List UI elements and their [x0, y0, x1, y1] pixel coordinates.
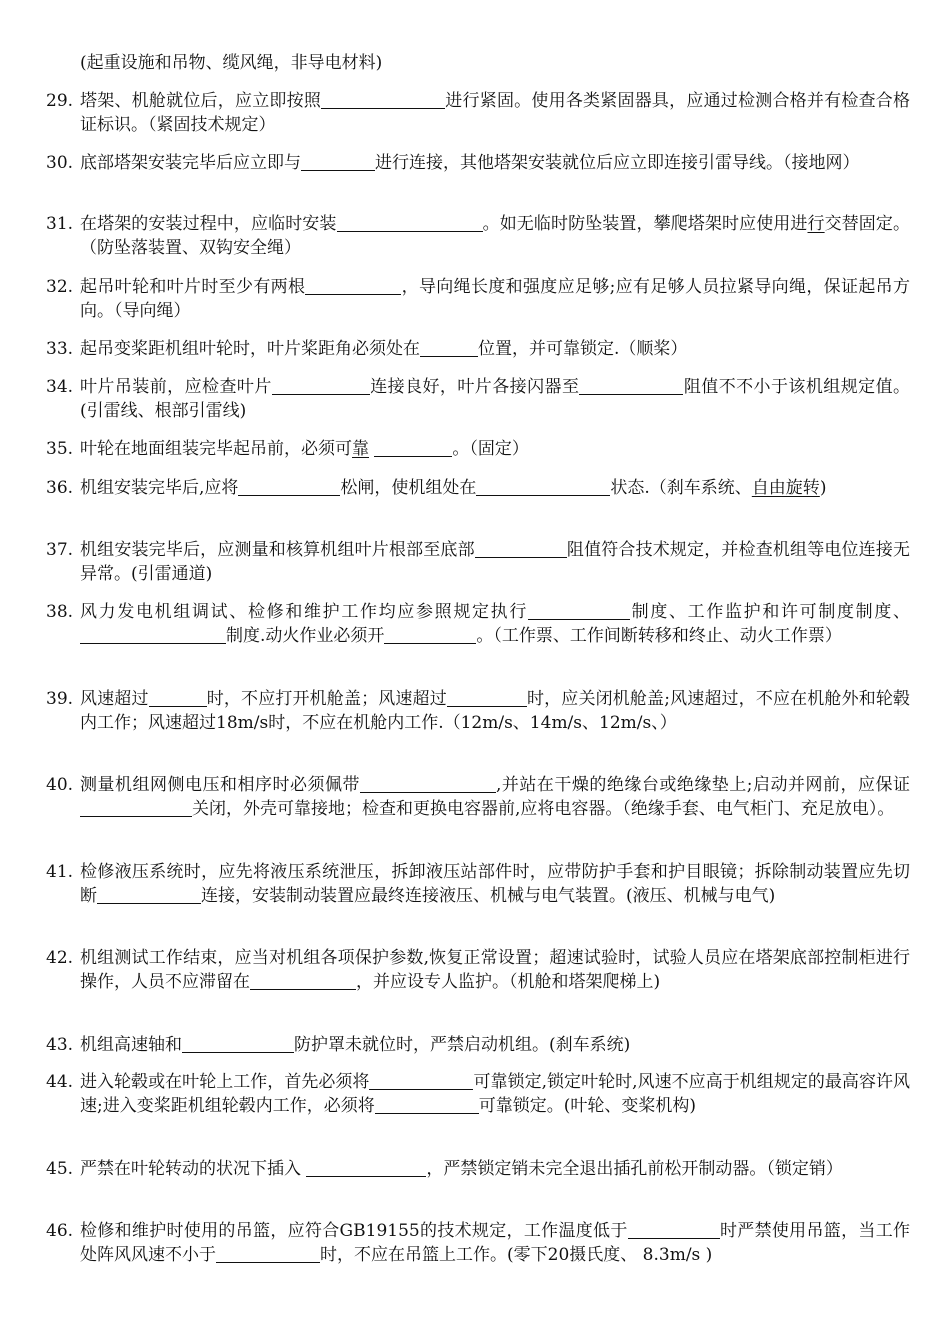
question-29: [46, 89, 910, 137]
question-31: [46, 212, 910, 260]
question-33: [46, 337, 910, 361]
question-text: 叶片吊装前，应检查叶片 连接良好，叶片各接闪器至 阻值不不小于该机组规定值。(引雷线、根部引雷线): [80, 377, 911, 421]
question-text: 叶轮在地面组装完毕起吊前，必须可靠 。（固定）: [80, 439, 529, 459]
answer-blank: [238, 477, 340, 496]
answer-blank: [182, 1034, 294, 1053]
question-text: 风速超过 时，不应打开机舱盖；风速超过 时，应关闭机舱盖;风速超过，不应在机舱外和轮毂内工作；风速超过18m/s时，不应在机舱内工作.（12m/s、14m/s、12m/s、）: [80, 689, 911, 733]
question-46: [46, 1219, 910, 1267]
question-text: 在塔架的安装过程中，应临时安装 。如无临时防坠装置，攀爬塔架时应使用进行交替固定。（防坠落装置、双钩安全绳）: [80, 214, 911, 258]
answer-blank: [375, 1095, 479, 1114]
answer-blank: [528, 601, 630, 620]
question-35: [46, 437, 910, 461]
question-text: 测量机组网侧电压和相序时必须佩带 ,并站在干燥的绝缘台或绝缘垫上;启动并网前，应保证关闭，外壳可靠接地；检查和更换电容器前,应将电容器。（绝缘手套、电气柜门、充足放电）。: [80, 775, 910, 819]
question-45: [46, 1157, 910, 1181]
question-text: 塔架、机舱就位后，应立即按照 进行紧固。使用各类紧固器具，应通过检测合格并有检查合格证标识。（紧固技术规定）: [80, 91, 911, 135]
answer-blank: [149, 688, 207, 707]
question-number: 46.: [46, 1221, 74, 1241]
answer-blank: [374, 438, 452, 457]
answer-blank: [305, 276, 401, 295]
answer-blank: [97, 885, 201, 904]
question-37: [46, 538, 910, 586]
question-number: 37.: [46, 540, 74, 560]
question-number: 39.: [46, 689, 74, 709]
question-text: 机组安装完毕后,应将 松闸，使机组处在 状态.（刹车系统、自由旋转): [80, 478, 827, 498]
answer-blank: [80, 798, 192, 817]
question-39: [46, 687, 910, 735]
question-number: 43.: [46, 1035, 74, 1055]
question-number: 29.: [46, 91, 74, 111]
question-30: [46, 151, 910, 175]
question-number: 38.: [46, 602, 74, 622]
answer-blank: [384, 625, 476, 644]
question-36: [46, 476, 910, 500]
answer-blank: [447, 688, 527, 707]
question-text: 风力发电机组调试、检修和维护工作均应参照规定执行 制度、工作监护和许可制度制度、制度.动火作业必须开 。（工作票、工作间断转移和终止、动火工作票）: [80, 602, 910, 646]
question-number: 44.: [46, 1072, 74, 1092]
question-text: 机组高速轴和 防护罩未就位时，严禁启动机组。(刹车系统): [80, 1035, 631, 1055]
answer-blank: [360, 774, 496, 793]
question-text: 底部塔架安装完毕后应立即与 进行连接，其他塔架安装就位后应立即连接引雷导线。（接地网）: [80, 153, 860, 173]
question-38: [46, 600, 910, 648]
answer-blank: [628, 1220, 720, 1239]
answer-blank: [80, 625, 226, 644]
answer-blank: [250, 971, 356, 990]
question-34: [46, 375, 910, 423]
question-number: 40.: [46, 775, 74, 795]
question-number: 35.: [46, 439, 74, 459]
question-number: 33.: [46, 339, 74, 359]
question-text: 起吊变桨距机组叶轮时，叶片桨距角必须处在 位置，并可靠锁定.（顺桨）: [80, 339, 688, 359]
answer-blank: [306, 1158, 426, 1177]
question-text: 进入轮毂或在叶轮上工作，首先必须将 可靠锁定,锁定叶轮时,风速不应高于机组规定的最高容许风速;进入变桨距机组轮毂内工作，必须将 可靠锁定。(叶轮、变桨机构): [80, 1072, 911, 1116]
question-number: 41.: [46, 862, 74, 882]
question-43: [46, 1033, 910, 1057]
intro-line: (起重设施和吊物、缆风绳，非导电材料): [80, 53, 383, 73]
question-41: [46, 860, 910, 908]
question-40: [46, 773, 910, 821]
question-text: 检修液压系统时，应先将液压系统泄压，拆卸液压站部件时，应带防护手套和护目眼镜；拆除制动装置应先切断 连接，安装制动装置应最终连接液压、机械与电气装置。(液压、机械与电气): [80, 862, 910, 906]
answer-blank: [579, 376, 683, 395]
question-number: 31.: [46, 214, 74, 234]
question-number: 34.: [46, 377, 74, 397]
question-32: [46, 275, 910, 323]
answer-blank: [272, 376, 370, 395]
question-text: 检修和维护时使用的吊篮，应符合GB19155的技术规定，工作温度低于 时严禁使用吊篮，当工作处阵风风速不小于 时，不应在吊篮上工作。(零下20摄氏度、 8.3m/s ): [80, 1221, 910, 1265]
question-number: 36.: [46, 478, 74, 498]
question-44: [46, 1070, 910, 1118]
question-text: 机组测试工作结束，应当对机组各项保护参数,恢复正常设置；超速试验时，试验人员应在塔架底部控制柜进行操作，人员不应滞留在 ，并应设专人监护。（机舱和塔架爬梯上): [80, 948, 910, 992]
question-number: 45.: [46, 1159, 74, 1179]
question-number: 42.: [46, 948, 74, 968]
answer-blank: [369, 1071, 473, 1090]
answer-blank: [216, 1244, 320, 1263]
question-text: 机组安装完毕后，应测量和核算机组叶片根部至底部 阻值符合技术规定，并检查机组等电位连接无异常。(引雷通道): [80, 540, 911, 584]
question-text: 起吊叶轮和叶片时至少有两根 ，导向绳长度和强度应足够;应有足够人员拉紧导向绳，保证起吊方向。（导向绳）: [80, 277, 910, 321]
answer-blank: [321, 90, 445, 109]
question-number: 30.: [46, 153, 74, 173]
question-42: [46, 946, 910, 994]
answer-blank: [337, 213, 483, 232]
question-text: 严禁在叶轮转动的状况下插入 ，严禁锁定销未完全退出插孔前松开制动器。（锁定销）: [80, 1159, 843, 1179]
answer-blank: [475, 539, 567, 558]
answer-blank: [301, 152, 375, 171]
question-number: 32.: [46, 277, 74, 297]
answer-blank: [476, 477, 610, 496]
answer-blank: [420, 338, 478, 357]
